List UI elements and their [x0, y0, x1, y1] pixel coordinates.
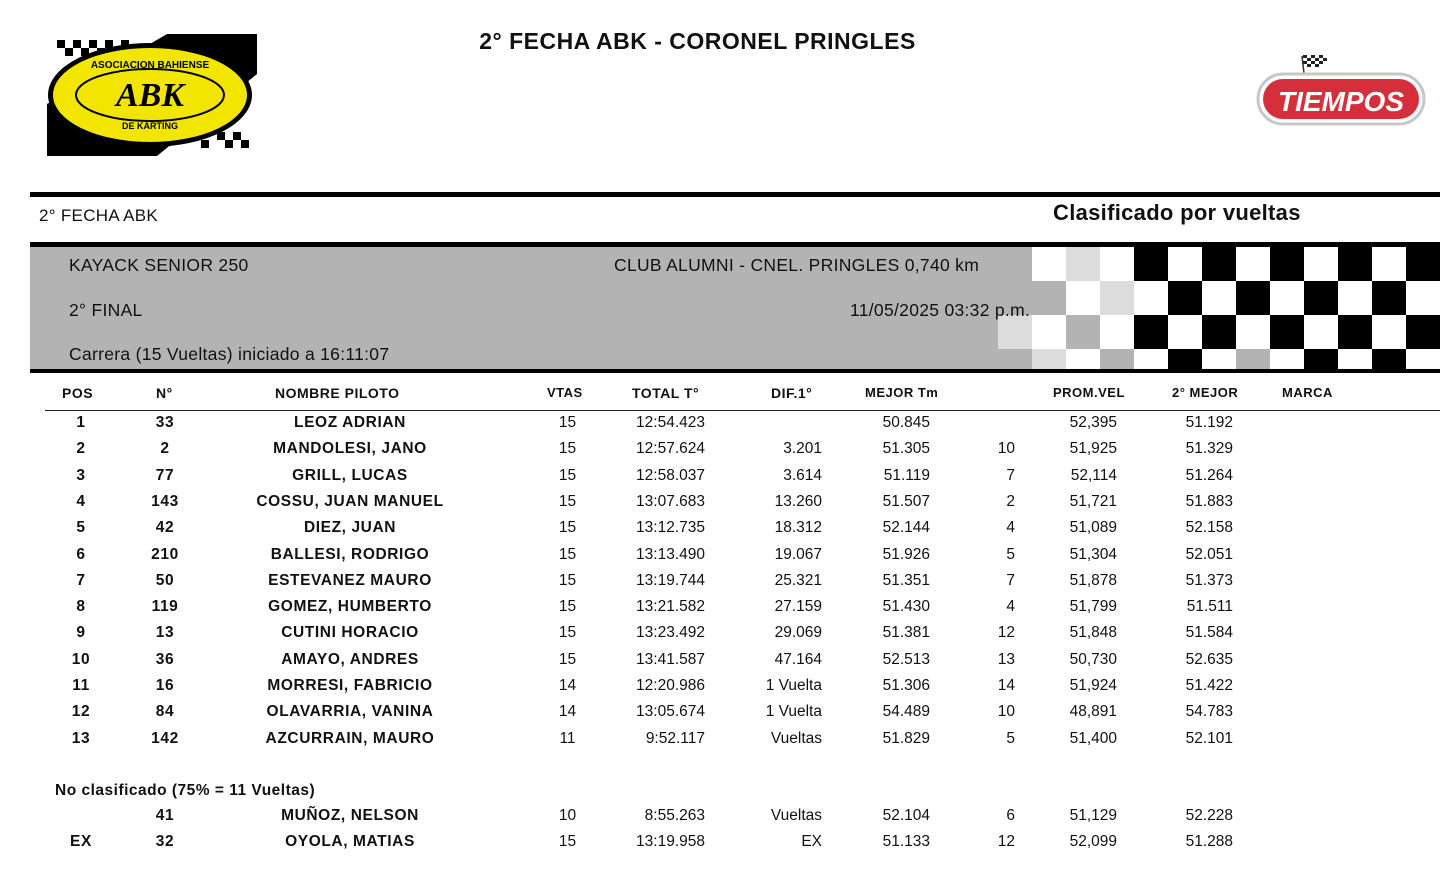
flag-square: [1406, 281, 1440, 315]
row-number: 84: [155, 703, 175, 721]
row-gap: 3.614: [783, 466, 822, 484]
row-gap: 18.312: [774, 519, 822, 537]
row-driver-name: ESTEVANEZ MAURO: [268, 571, 432, 589]
row-total-time: 13:41.587: [636, 650, 705, 668]
row-total-time: 12:54.423: [636, 414, 705, 431]
table-row: [0, 703, 1440, 729]
event-session: 2° FINAL: [69, 300, 143, 320]
row-number: 32: [155, 833, 175, 851]
row-pos: 7: [76, 571, 86, 589]
row-pos: 2: [76, 440, 86, 458]
event-category: KAYACK SENIOR 250: [69, 255, 249, 275]
row-laps: 15: [558, 466, 577, 484]
flag-square: [1406, 349, 1440, 369]
row-gap: 29.069: [774, 624, 822, 642]
flag-square: [1100, 315, 1134, 349]
header-marca: MARCA: [1282, 385, 1333, 400]
row-second-best: 51.329: [1185, 440, 1233, 458]
event-race-info: Carrera (15 Vueltas) iniciado a 16:11:07: [69, 344, 390, 364]
row-laps: 14: [558, 677, 577, 694]
flag-square: [1066, 281, 1100, 315]
header-total: TOTAL T°: [632, 385, 700, 401]
row-avg-speed: 48,891: [1069, 703, 1117, 721]
row-second-best: 51.264: [1185, 466, 1233, 484]
header-vtas: VTAS: [547, 385, 583, 400]
row-gap: 25.321: [774, 571, 822, 589]
flag-square: [1304, 315, 1338, 349]
row-pos: 1: [76, 414, 86, 431]
table-row: [0, 572, 1440, 598]
row-best-lap: 52.104: [882, 807, 930, 824]
row-laps: 15: [558, 545, 577, 563]
header-num: N°: [156, 385, 173, 401]
row-second-best: 54.783: [1185, 703, 1233, 721]
row-best-lap: 51.351: [882, 571, 930, 589]
row-best-lap-number: 7: [1006, 571, 1015, 589]
row-second-best: 52.635: [1185, 650, 1233, 668]
row-pos: 6: [76, 545, 86, 563]
flag-square: [1066, 349, 1100, 369]
row-total-time: 13:19.958: [636, 833, 705, 851]
row-second-best: 52.051: [1185, 545, 1233, 563]
row-number: 13: [155, 624, 175, 642]
row-driver-name: LEOZ ADRIAN: [294, 414, 406, 431]
row-avg-speed: 51,878: [1069, 571, 1117, 589]
row-laps: 11: [559, 729, 576, 747]
row-driver-name: MUÑOZ, NELSON: [281, 807, 419, 824]
event-datetime: 11/05/2025 03:32 p.m.: [850, 300, 1031, 320]
row-avg-speed: 52,395: [1069, 414, 1117, 431]
row-pos: 9: [76, 624, 86, 642]
flag-square: [1270, 281, 1304, 315]
row-number: 119: [151, 598, 179, 616]
table-row: [0, 730, 1440, 756]
row-best-lap: 50.845: [882, 414, 930, 431]
row-total-time: 13:21.582: [636, 598, 705, 616]
row-pos: 12: [71, 703, 91, 721]
row-number: 77: [155, 466, 175, 484]
flag-square: [1168, 349, 1202, 369]
flag-square: [1202, 315, 1236, 349]
not-classified-label: No clasificado (75% = 11 Vueltas): [55, 782, 316, 799]
row-best-lap: 51.306: [882, 677, 930, 694]
table-row: [0, 467, 1440, 493]
row-driver-name: BALLESI, RODRIGO: [270, 545, 430, 563]
row-total-time: 13:19.744: [636, 571, 705, 589]
tiempos-logo-text: TIEMPOS: [1277, 86, 1405, 117]
row-best-lap-number: 10: [997, 703, 1015, 721]
row-avg-speed: 51,924: [1069, 677, 1117, 694]
row-second-best: 52.228: [1185, 807, 1233, 824]
row-driver-name: DIEZ, JUAN: [303, 519, 397, 537]
row-number: 210: [151, 545, 179, 563]
row-number: 50: [155, 571, 175, 589]
row-total-time: 13:13.490: [636, 545, 705, 563]
flag-square: [1134, 315, 1168, 349]
header-dif: DIF.1°: [771, 385, 813, 401]
row-best-lap-number: 7: [1006, 466, 1015, 484]
row-best-lap-number: 4: [1006, 598, 1015, 616]
row-best-lap: 51.829: [882, 729, 930, 747]
row-avg-speed: 52,114: [1070, 466, 1117, 484]
row-laps: 15: [558, 833, 577, 851]
row-pos: 5: [76, 519, 86, 537]
row-total-time: 12:57.624: [636, 440, 705, 458]
table-row: [0, 440, 1440, 466]
header-second: 2° MEJOR: [1172, 385, 1239, 400]
row-avg-speed: 51,799: [1069, 598, 1117, 616]
event-circuit: CLUB ALUMNI - CNEL. PRINGLES 0,740 km: [614, 255, 980, 275]
row-driver-name: MORRESI, FABRICIO: [267, 677, 433, 694]
row-best-lap: 51.926: [882, 545, 930, 563]
row-second-best: 51.584: [1185, 624, 1233, 642]
flag-square: [1338, 315, 1372, 349]
flag-square: [1304, 349, 1338, 369]
row-number: 41: [155, 807, 175, 824]
row-avg-speed: 51,089: [1069, 519, 1117, 537]
flag-square: [1100, 281, 1134, 315]
row-best-lap: 52.144: [882, 519, 930, 537]
row-laps: 15: [558, 624, 577, 642]
row-best-lap: 51.119: [883, 466, 930, 484]
row-best-lap: 52.513: [882, 650, 930, 668]
row-driver-name: GOMEZ, HUMBERTO: [268, 598, 432, 616]
row-number: 143: [151, 492, 179, 510]
row-pos: 8: [76, 598, 86, 616]
flag-square: [1270, 349, 1304, 369]
table-row: [0, 519, 1440, 545]
header-name: NOMBRE PILOTO: [275, 385, 400, 401]
row-best-lap-number: 2: [1006, 492, 1015, 510]
row-gap: 27.159: [774, 598, 822, 616]
flag-square: [1338, 281, 1372, 315]
row-gap: Vueltas: [770, 729, 822, 747]
row-best-lap-number: 13: [997, 650, 1015, 668]
row-laps: 10: [558, 807, 577, 824]
table-row: [0, 807, 1440, 833]
row-total-time: 8:55.263: [644, 807, 705, 824]
row-driver-name: CUTINI HORACIO: [281, 624, 419, 642]
row-avg-speed: 51,848: [1069, 624, 1117, 642]
flag-square: [1372, 247, 1406, 281]
row-pos: 10: [71, 650, 91, 668]
flag-square: [1202, 247, 1236, 281]
row-laps: 14: [558, 703, 577, 721]
tiempos-logo: [1255, 52, 1427, 128]
row-driver-name: OLAVARRIA, VANINA: [266, 703, 434, 721]
row-best-lap: 51.381: [882, 624, 930, 642]
row-driver-name: MANDOLESI, JANO: [273, 440, 427, 458]
row-best-lap-number: 5: [1006, 545, 1015, 563]
flag-square: [1304, 247, 1338, 281]
row-pos: 4: [76, 492, 86, 510]
row-best-lap-number: 12: [997, 833, 1015, 851]
row-avg-speed: 50,730: [1069, 650, 1117, 668]
flag-square: [1202, 349, 1236, 369]
flag-square: [1406, 315, 1440, 349]
table-row: [0, 546, 1440, 572]
row-laps: 15: [558, 650, 577, 668]
row-total-time: 13:07.683: [636, 492, 705, 510]
flag-square: [1372, 281, 1406, 315]
row-total-time: 9:52.117: [645, 729, 705, 747]
row-second-best: 51.288: [1185, 833, 1233, 851]
header-prom: PROM.VEL: [1053, 385, 1125, 400]
flag-square: [1372, 349, 1406, 369]
row-best-lap-number: 5: [1006, 729, 1015, 747]
row-avg-speed: 51,304: [1069, 545, 1117, 563]
row-driver-name: AZCURRAIN, MAURO: [265, 729, 435, 747]
row-pos: 11: [72, 677, 90, 694]
row-number: 16: [155, 677, 175, 694]
table-row: [0, 414, 1440, 440]
header-rule: [30, 192, 1440, 197]
header-divider: [45, 410, 1440, 411]
row-second-best: 51.511: [1186, 598, 1233, 616]
row-second-best: 52.101: [1185, 729, 1233, 747]
flag-square: [1338, 349, 1372, 369]
row-best-lap: 51.430: [882, 598, 930, 616]
row-laps: 15: [558, 598, 577, 616]
flag-square: [1032, 247, 1066, 281]
row-best-lap: 54.489: [882, 703, 930, 721]
row-second-best: 51.422: [1185, 677, 1233, 694]
row-gap: EX: [801, 833, 822, 851]
row-number: 42: [155, 519, 175, 537]
flag-square: [1270, 315, 1304, 349]
row-best-lap: 51.133: [882, 833, 930, 851]
row-number: 33: [155, 414, 175, 431]
row-second-best: 52.158: [1185, 519, 1233, 537]
row-avg-speed: 52,099: [1069, 833, 1117, 851]
row-avg-speed: 51,925: [1069, 440, 1117, 458]
table-row: [0, 833, 1440, 859]
table-row: [0, 624, 1440, 650]
table-row: [0, 598, 1440, 624]
table-row: [0, 651, 1440, 677]
row-laps: 15: [558, 519, 577, 537]
row-laps: 15: [558, 440, 577, 458]
abk-logo-bottom-text: DE KARTING: [122, 121, 178, 131]
flag-square: [1134, 349, 1168, 369]
sort-mode-label: Clasificado por vueltas: [1053, 200, 1301, 225]
flag-square: [1236, 247, 1270, 281]
flag-square: [1168, 281, 1202, 315]
row-best-lap-number: 6: [1006, 807, 1015, 824]
flag-square: [1066, 247, 1100, 281]
row-number: 2: [160, 440, 170, 458]
row-pos: EX: [70, 833, 92, 851]
row-gap: 47.164: [774, 650, 822, 668]
row-number: 142: [151, 729, 179, 747]
flag-square: [1032, 349, 1066, 369]
row-avg-speed: 51,400: [1069, 729, 1117, 747]
row-best-lap-number: 4: [1006, 519, 1015, 537]
flag-square: [1270, 247, 1304, 281]
row-total-time: 13:23.492: [636, 624, 705, 642]
flag-square: [1134, 247, 1168, 281]
flag-square: [1236, 281, 1270, 315]
flag-square: [1202, 281, 1236, 315]
header-mejor: MEJOR Tm: [865, 385, 939, 400]
flag-square: [1304, 281, 1338, 315]
flag-square: [1032, 315, 1066, 349]
row-second-best: 51.883: [1185, 492, 1233, 510]
row-gap: 19.067: [774, 545, 822, 563]
row-driver-name: COSSU, JUAN MANUEL: [256, 492, 444, 510]
flag-square: [1338, 247, 1372, 281]
header-pos: POS: [62, 385, 94, 401]
page-title: 2° FECHA ABK - CORONEL PRINGLES: [479, 28, 916, 54]
row-laps: 15: [558, 492, 577, 510]
event-fecha: 2° FECHA ABK: [39, 206, 159, 225]
row-driver-name: AMAYO, ANDRES: [281, 650, 419, 668]
row-avg-speed: 51,721: [1069, 492, 1117, 510]
row-best-lap: 51.305: [882, 440, 930, 458]
row-pos: 3: [76, 466, 86, 484]
row-number: 36: [155, 650, 175, 668]
flag-square: [1100, 247, 1134, 281]
row-best-lap: 51.507: [882, 492, 930, 510]
abk-logo-main-text: ABK: [115, 77, 185, 114]
row-total-time: 13:05.674: [636, 703, 705, 721]
row-driver-name: OYOLA, MATIAS: [285, 833, 415, 851]
row-best-lap-number: 12: [997, 624, 1015, 642]
event-info-band: [30, 242, 1440, 373]
row-gap: Vueltas: [770, 807, 822, 824]
row-gap: 1 Vuelta: [765, 677, 822, 694]
row-laps: 15: [558, 571, 577, 589]
abk-logo-top-text: ASOCIACION BAHIENSE: [90, 60, 210, 71]
row-best-lap-number: 10: [997, 440, 1015, 458]
row-laps: 15: [558, 414, 577, 431]
row-pos: 13: [71, 729, 91, 747]
flag-square: [1168, 247, 1202, 281]
row-gap: 1 Vuelta: [765, 703, 822, 721]
row-gap: 13.260: [774, 492, 822, 510]
row-total-time: 12:20.986: [636, 677, 705, 694]
row-total-time: 12:58.037: [636, 466, 705, 484]
row-driver-name: GRILL, LUCAS: [292, 466, 408, 484]
flag-square: [1406, 247, 1440, 281]
flag-square: [1168, 315, 1202, 349]
flag-square: [1134, 281, 1168, 315]
row-second-best: 51.373: [1185, 571, 1233, 589]
row-avg-speed: 51,129: [1069, 807, 1117, 824]
table-row: [0, 677, 1440, 703]
row-total-time: 13:12.735: [636, 519, 705, 537]
row-second-best: 51.192: [1185, 414, 1233, 431]
flag-square: [1372, 315, 1406, 349]
table-row: [0, 493, 1440, 519]
row-best-lap-number: 14: [997, 677, 1015, 694]
flag-square: [1236, 315, 1270, 349]
row-gap: 3.201: [783, 440, 822, 458]
